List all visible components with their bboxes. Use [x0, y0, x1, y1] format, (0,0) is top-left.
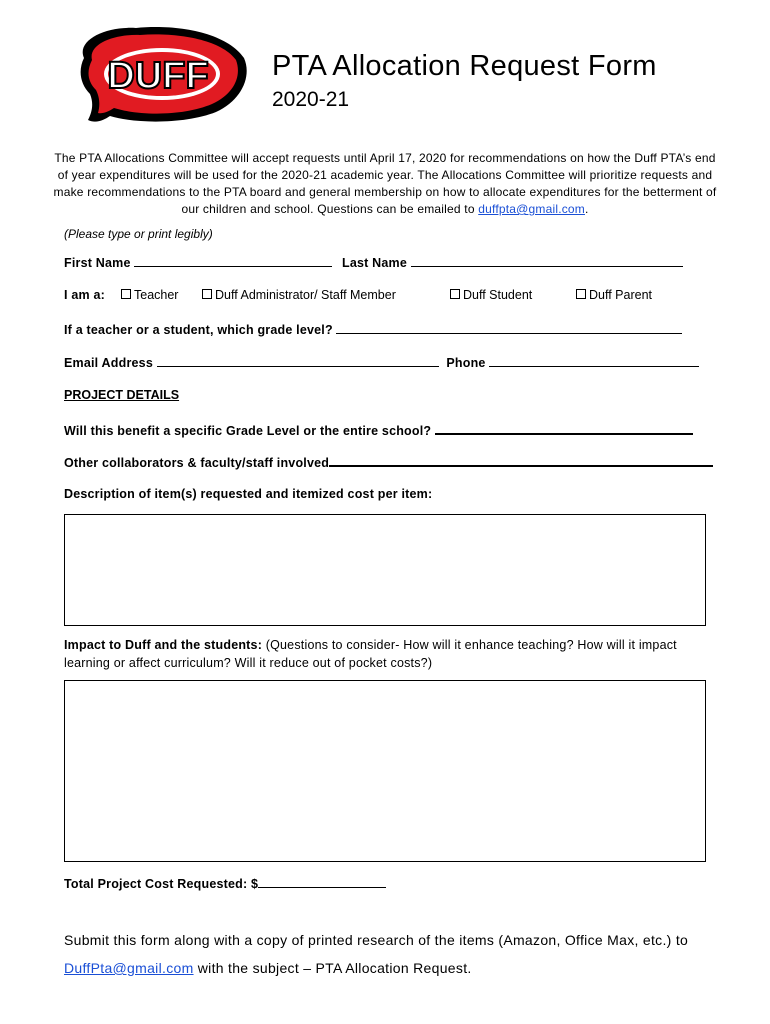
collaborators-field[interactable]	[329, 454, 713, 467]
description-textbox[interactable]	[64, 514, 706, 626]
form-title: PTA Allocation Request Form	[272, 50, 657, 82]
phone-field[interactable]	[489, 355, 699, 367]
role-option-teacher[interactable]	[121, 288, 178, 302]
intro-end: .	[585, 202, 589, 216]
impact-textbox[interactable]	[64, 680, 706, 862]
collaborators-label: Other collaborators & faculty/staff involved	[64, 456, 330, 470]
submit-email-link[interactable]: DuffPta@gmail.com	[64, 960, 194, 976]
email-label: Email Address	[64, 356, 153, 370]
parent-checkbox[interactable]	[576, 289, 586, 299]
grade-level-label: If a teacher or a student, which grade level?	[64, 323, 333, 337]
committee-email-link[interactable]: duffpta@gmail.com	[478, 202, 585, 216]
email-field[interactable]	[157, 355, 439, 367]
first-name-field[interactable]	[134, 255, 332, 267]
last-name-field[interactable]	[411, 255, 683, 267]
role-option-student[interactable]	[450, 288, 532, 302]
description-label: Description of item(s) requested and itemized cost per item:	[64, 487, 433, 501]
intro-text: The PTA Allocations Committee will accept requests until April 17, 2020 for recommendations on how the Duff PTA’s end of year expenditures will be used for the 2020-21 academic year. The Allocations Committee will prioritize requests and make recommendations to the PTA board and general membership on how to allocate expenditures for the betterment of our children and school. Questions can be emailed to	[53, 151, 717, 216]
impact-paragraph	[64, 636, 714, 672]
project-details-heading: PROJECT DETAILS	[64, 388, 180, 402]
total-cost-field[interactable]	[258, 876, 386, 888]
benefit-row	[64, 422, 693, 438]
first-name-label: First Name	[64, 256, 131, 270]
benefit-label: Will this benefit a specific Grade Level or the entire school?	[64, 424, 432, 438]
parent-label: Duff Parent	[589, 288, 653, 302]
submit-instructions	[64, 926, 724, 982]
student-label: Duff Student	[463, 288, 533, 302]
grade-row	[64, 322, 682, 337]
submit-text: Submit this form along with a copy of printed research of the items (Amazon, Office Max, etc.) to	[64, 932, 689, 948]
impact-label: Impact to Duff and the students:	[64, 638, 263, 652]
benefit-field[interactable]	[435, 422, 693, 435]
submit-subject: with the subject – PTA Allocation Request.	[197, 960, 472, 976]
admin-checkbox[interactable]	[202, 289, 212, 299]
last-name-label: Last Name	[341, 256, 408, 270]
duff-logo	[66, 20, 250, 128]
admin-label: Duff Administrator/ Staff Member	[215, 288, 396, 302]
intro-paragraph	[50, 150, 720, 218]
impact-questions: (Questions to consider- How will it enhance teaching? How will it impact learning or affect curriculum? Will it reduce out of pocket costs?)	[64, 638, 677, 670]
legibility-note: (Please type or print legibly)	[64, 227, 213, 241]
grade-level-field[interactable]	[336, 322, 682, 334]
total-cost-label: Total Project Cost Requested: $	[64, 877, 259, 891]
role-option-parent[interactable]	[576, 288, 652, 302]
contact-row	[64, 355, 699, 370]
role-label: I am a:	[64, 288, 105, 302]
form-year: 2020-21	[272, 88, 350, 111]
phone-label: Phone	[446, 356, 486, 370]
name-row	[64, 255, 683, 270]
role-option-admin[interactable]	[202, 288, 396, 302]
svg-text:DUFF: DUFF	[107, 55, 209, 97]
total-cost-row	[64, 876, 386, 891]
teacher-checkbox[interactable]	[121, 289, 131, 299]
student-checkbox[interactable]	[450, 289, 460, 299]
teacher-label: Teacher	[134, 288, 179, 302]
collaborators-row	[64, 454, 713, 470]
